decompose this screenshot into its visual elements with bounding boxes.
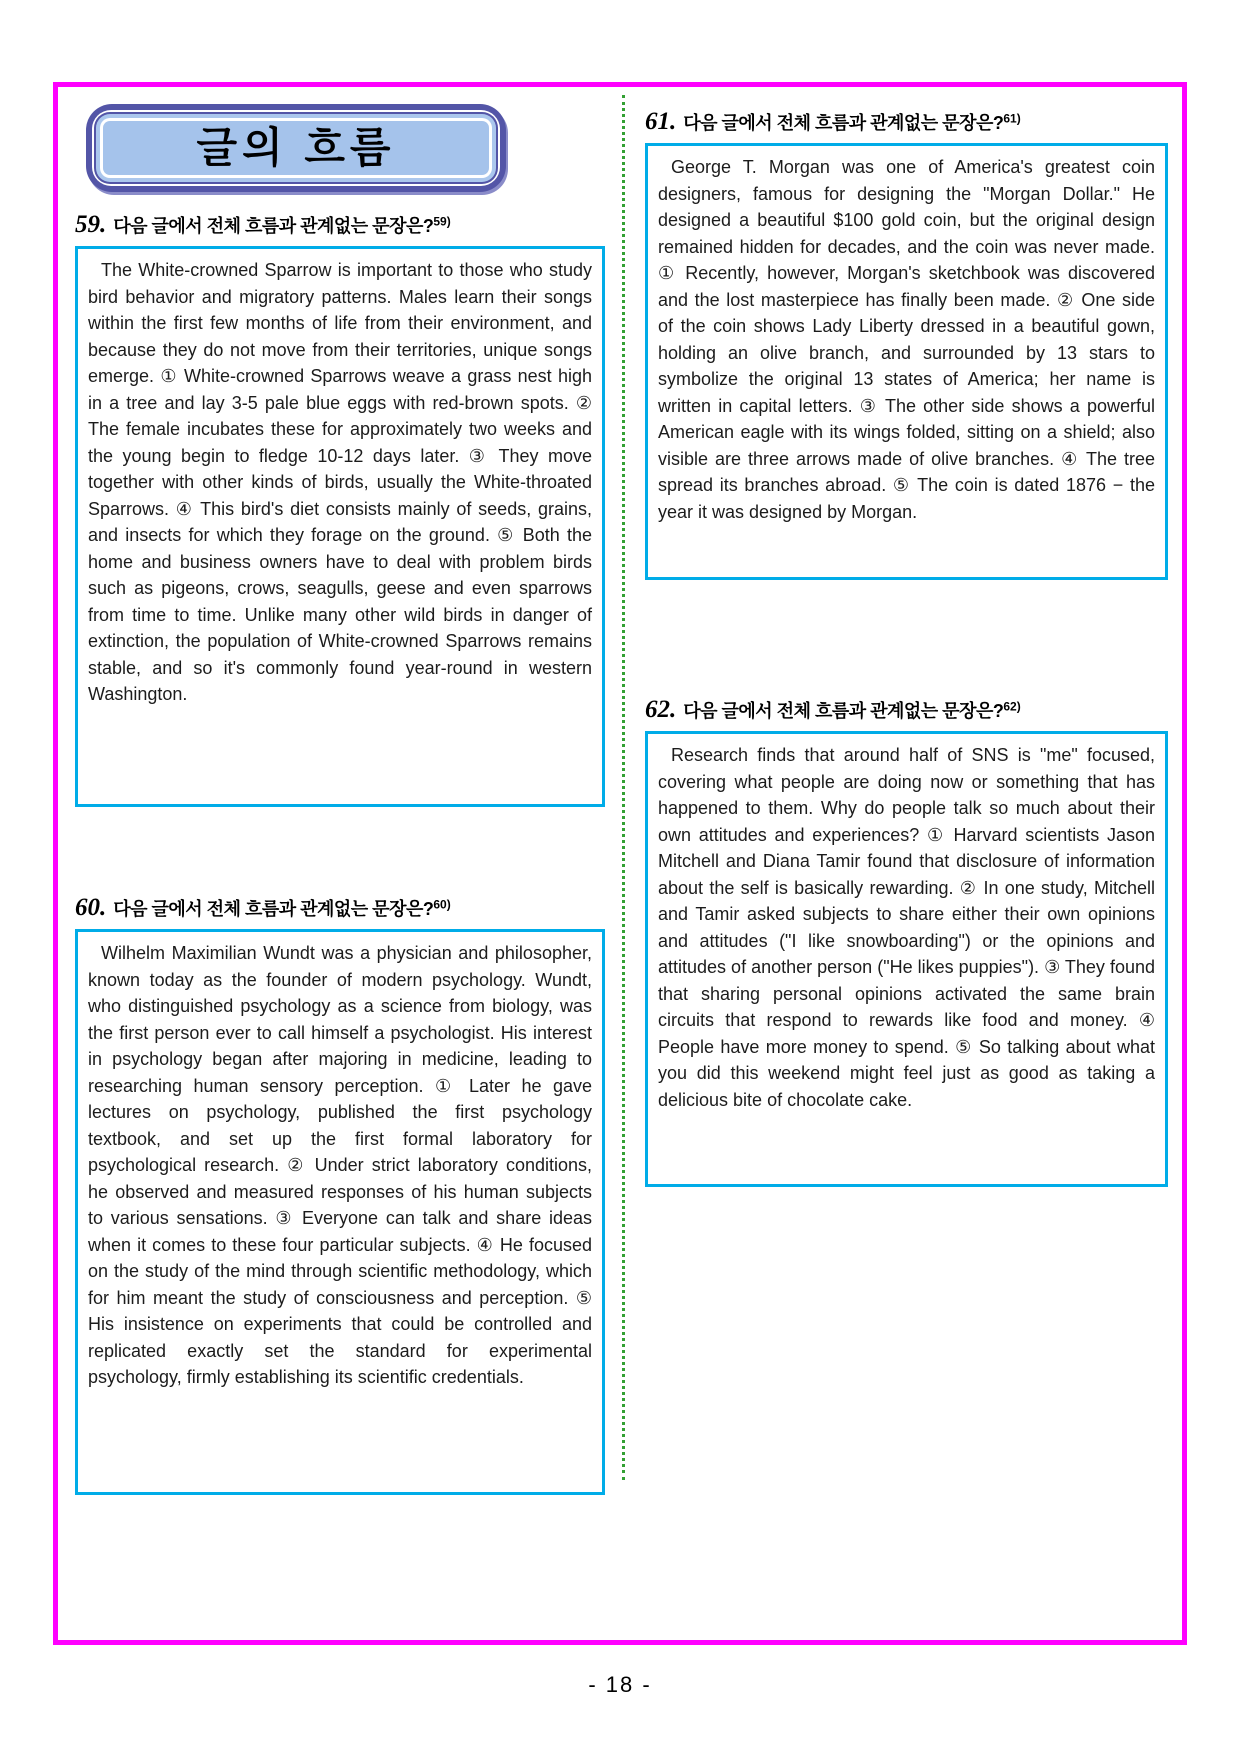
question-59-footnote-ref: 59) [433, 214, 451, 229]
question-60-number: 60. [75, 894, 107, 921]
column-divider [622, 95, 625, 1480]
banner-ring-white1 [92, 110, 500, 186]
question-61-prompt: 다음 글에서 전체 흐름과 관계없는 문장은? [683, 113, 1004, 133]
question-59 [75, 212, 605, 807]
question-62-number: 62. [645, 696, 677, 723]
question-59-passage-box [75, 246, 605, 807]
question-62-header [645, 697, 1168, 726]
banner-ring-white2 [100, 118, 492, 178]
question-60-header [75, 895, 605, 924]
section-title-banner [86, 104, 506, 192]
question-62-footnote-ref: 62) [1003, 699, 1021, 714]
question-60-passage-text: Wilhelm Maximilian Wundt was a physician and philosopher, known today as the founder of modern psychology. Wundt, who distinguished psychology as a science from biology, was the first person ever to call himself a psychologist. His interest in psychology began after majoring in medicine, leading to researching human sensory perception. ① Later he gave lectures on psychology, published the first psychology textbook, and set up the first formal laboratory for psychological research. ② Under strict laboratory conditions, he observed and measured responses of his human subjects to various sensations. ③ Everyone can talk and share ideas when it comes to these four particular subjects. ④ He focused on the study of the mind through scientific methodology, which for him meant the study of consciousness and perception. ⑤ His insistence on experiments that could be controlled and replicated exactly set the standard for experimental psychology, firmly establishing its scientific credentials. [88, 943, 592, 1387]
question-60 [75, 895, 605, 1495]
question-60-passage-box [75, 929, 605, 1495]
banner-inner [103, 121, 489, 175]
question-61-footnote-ref: 61) [1003, 111, 1021, 126]
question-59-header [75, 212, 605, 241]
question-61-passage-text: George T. Morgan was one of America's greatest coin designers, famous for designing the "Morgan Dollar." He designed a beautiful $100 gold coin, but the original design remained hidden for decades, and the coin was never made. ① Recently, however, Morgan's sketchbook was discovered and the lost masterpiece has finally been made. ② One side of the coin shows Lady Liberty dressed in a beautiful gown, holding an olive branch, and surrounded by 13 stars to symbolize the original 13 states of America; her name is written in capital letters. ③ The other side shows a powerful American eagle with its wings folded, sitting on a shield; also visible are three arrows made of olive branches. ④ The tree spread its branches abroad. ⑤ The coin is dated 1876 − the year it was designed by Morgan. [658, 157, 1155, 522]
question-62-passage-box [645, 731, 1168, 1187]
question-61-number: 61. [645, 108, 677, 135]
question-62-passage-text: Research finds that around half of SNS is "me" focused, covering what people are doing now or something that has happened to them. Why do people talk so much about their own attitudes and experiences? ① Harvard scientists Jason Mitchell and Diana Tamir found that disclosure of information about the self is basically rewarding. ② In one study, Mitchell and Tamir asked subjects to share either their own opinions and attitudes ("I like snowboarding") or the opinions and attitudes of another person ("He likes puppies"). ③ They found that sharing personal opinions activated the same brain circuits that respond to rewards like food and money. ④ People have more money to spend. ⑤ So talking about what you did this weekend might feel just as good as taking a delicious bite of chocolate cake. [658, 745, 1155, 1110]
question-59-prompt: 다음 글에서 전체 흐름과 관계없는 문장은? [113, 216, 434, 236]
page-number: - 18 - [588, 1672, 652, 1697]
question-61-passage-box [645, 143, 1168, 580]
question-60-footnote-ref: 60) [433, 897, 451, 912]
question-61 [645, 109, 1168, 580]
question-61-header [645, 109, 1168, 138]
section-title: 글의 흐름 [196, 124, 396, 171]
banner-ring-purple2 [94, 112, 498, 184]
question-59-passage-text: The White-crowned Sparrow is important to those who study bird behavior and migratory patterns. Males learn their songs within the first few months of life from their environment, and because they do not move from their territories, unique songs emerge. ① White-crowned Sparrows weave a grass nest high in a tree and lay 3-5 pale blue eggs with red-brown spots. ② The female incubates these for approximately two weeks and the young begin to fledge 10-12 days later. ③ They move together with other kinds of birds, usually the White-throated Sparrows. ④ This bird's diet consists mainly of seeds, grains, and insects for which they forage on the ground. ⑤ Both the home and business owners have to deal with problem birds such as pigeons, crows, seagulls, geese and even sparrows from time to time. Unlike many other wild birds in danger of extinction, the population of White-crowned Sparrows remains stable, and so it's commonly found year-round in western Washington. [88, 260, 592, 704]
question-59-number: 59. [75, 211, 107, 238]
question-62-prompt: 다음 글에서 전체 흐름과 관계없는 문장은? [683, 701, 1004, 721]
banner-ring-blue [96, 114, 496, 182]
question-60-prompt: 다음 글에서 전체 흐름과 관계없는 문장은? [113, 899, 434, 919]
question-62 [645, 697, 1168, 1187]
banner-ring-outer [86, 104, 506, 192]
